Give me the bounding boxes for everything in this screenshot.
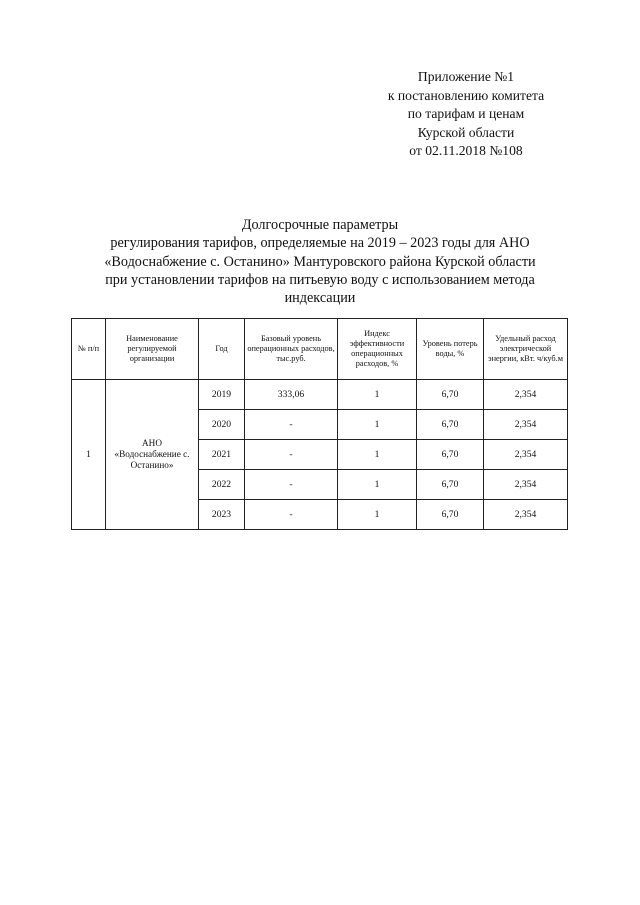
year-cell: 2019 [199, 380, 245, 410]
header-efficiency-index: Индекс эффективности операционных расходов, % [338, 319, 417, 380]
efficiency-index-cell: 1 [338, 440, 417, 470]
title-line: при установлении тарифов на питьевую воду с использованием метода [105, 271, 535, 288]
header-water-loss: Уровень потерь воды, % [417, 319, 484, 380]
appendix-line: к постановлению комитета [387, 87, 545, 103]
title-line: регулирования тарифов, определяемые на 2019 – 2023 годы для АНО [110, 235, 530, 252]
efficiency-index-cell: 1 [338, 470, 417, 500]
table-row [72, 380, 568, 410]
title-line: Долгосрочные параметры [241, 217, 399, 233]
base-costs-cell: - [245, 470, 338, 500]
base-costs-cell: - [245, 500, 338, 530]
efficiency-index-cell: 1 [338, 410, 417, 440]
year-cell: 2021 [199, 440, 245, 470]
header-year: Год [199, 319, 245, 380]
appendix-block [368, 68, 564, 161]
row-number-cell: 1 [72, 380, 106, 530]
base-costs-cell: 333,06 [245, 380, 338, 410]
header-number: № п/п [72, 319, 106, 380]
base-costs-cell: - [245, 440, 338, 470]
table-header-row [72, 319, 568, 380]
energy-cell: 2,354 [484, 500, 568, 530]
appendix-line: Курской области [417, 124, 515, 140]
appendix-line: от 02.11.2018 №108 [409, 143, 523, 158]
energy-cell: 2,354 [484, 440, 568, 470]
organization-cell: АНО «Водоснабжение с. Останино» [106, 380, 199, 530]
efficiency-index-cell: 1 [338, 380, 417, 410]
water-loss-cell: 6,70 [417, 410, 484, 440]
year-cell: 2023 [199, 500, 245, 530]
water-loss-cell: 6,70 [417, 440, 484, 470]
header-energy-consumption: Удельный расход электрической энергии, кВт. ч/куб.м [484, 319, 568, 380]
parameters-table [71, 318, 568, 530]
water-loss-cell: 6,70 [417, 500, 484, 530]
title-line: «Водоснабжение с. Останино» Мантуровского района Курской области [104, 253, 536, 270]
year-cell: 2022 [199, 470, 245, 500]
title-line: индексации [284, 290, 356, 307]
appendix-line: по тарифам и ценам [407, 106, 525, 121]
header-base-costs: Базовый уровень операционных расходов, тыс.руб. [245, 319, 338, 380]
efficiency-index-cell: 1 [338, 500, 417, 530]
energy-cell: 2,354 [484, 470, 568, 500]
document-title [70, 216, 570, 307]
energy-cell: 2,354 [484, 380, 568, 410]
appendix-line: Приложение №1 [417, 69, 515, 84]
energy-cell: 2,354 [484, 410, 568, 440]
header-organization: Наименование регулируемой организации [106, 319, 199, 380]
water-loss-cell: 6,70 [417, 380, 484, 410]
water-loss-cell: 6,70 [417, 470, 484, 500]
base-costs-cell: - [245, 410, 338, 440]
year-cell: 2020 [199, 410, 245, 440]
